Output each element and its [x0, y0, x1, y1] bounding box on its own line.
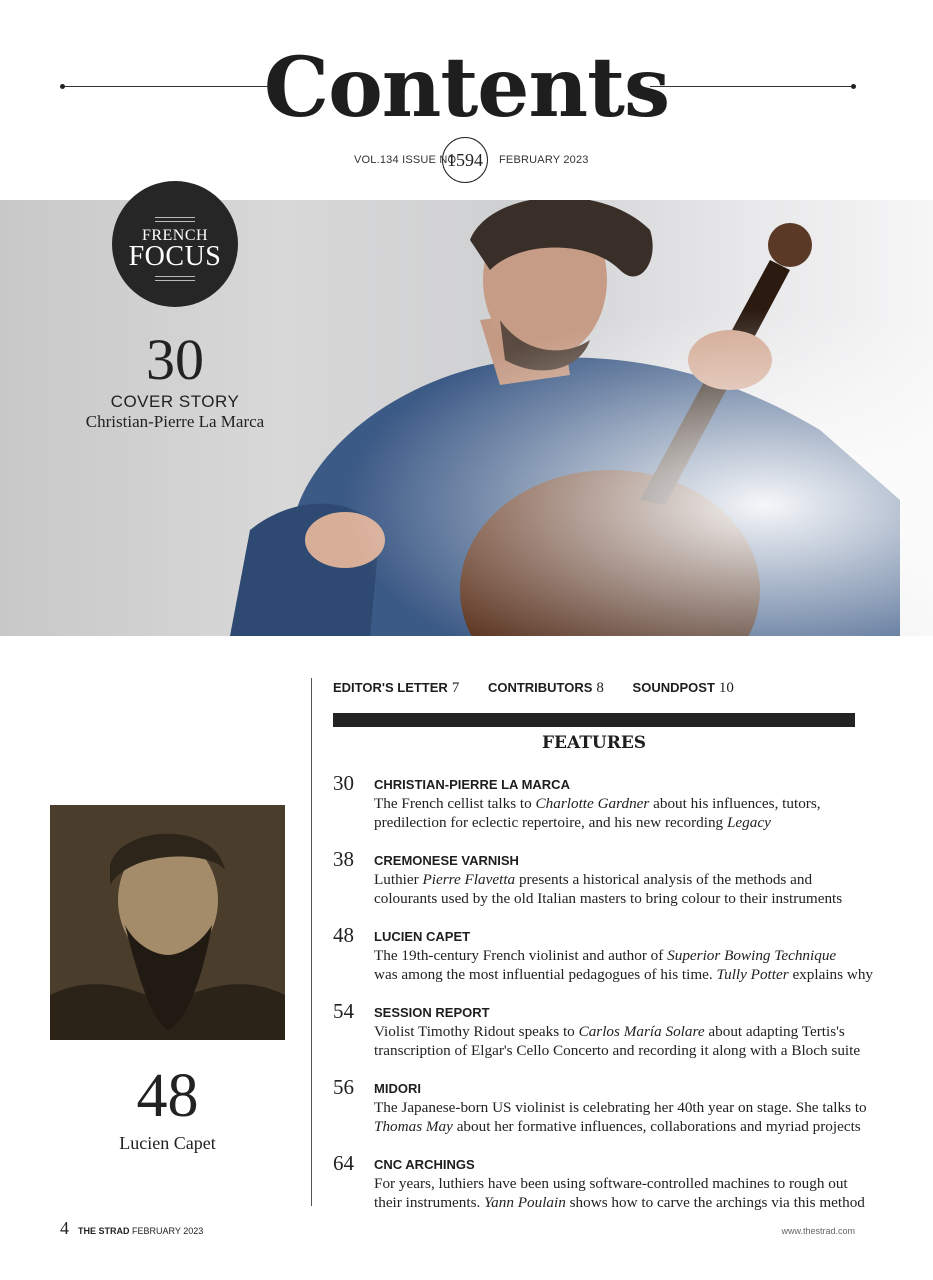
french-focus-badge — [112, 181, 238, 307]
description-text: colourants used by the old Italian masters to bring colour to their instruments — [374, 890, 843, 907]
folio-page-number: 4 — [60, 1218, 69, 1238]
lucien-capet-portrait — [50, 805, 285, 1040]
page-title: Contents — [263, 40, 670, 136]
description-text: presents a historical analysis of the methods and — [515, 871, 813, 888]
side-feature-page: 48 — [136, 1062, 199, 1130]
description-text: The French cellist talks to — [374, 795, 536, 812]
description-name: Tully Potter — [716, 966, 789, 983]
regular-label: SOUNDPOST — [632, 680, 715, 695]
magazine-name: THE STRAD — [78, 1226, 130, 1236]
badge-title: FOCUS — [128, 241, 222, 272]
description-text: about adapting Tertis's — [704, 1023, 845, 1040]
description-text: explains why — [788, 966, 874, 983]
badge-subtitle: FRENCH — [141, 227, 209, 244]
regular-item[interactable] — [333, 680, 459, 697]
feature-page: 30 — [333, 771, 354, 795]
description-name: Charlotte Gardner — [535, 795, 650, 812]
description-text: The 19th-century French violinist and author of — [374, 947, 668, 964]
description-name: Legacy — [726, 814, 771, 831]
description-text: about her formative influences, collaborations and myriad projects — [452, 1118, 861, 1135]
description-name: Pierre Flavetta — [422, 871, 516, 888]
description-text: The Japanese-born US violinist is celebrating her 40th year on stage. She talks to — [374, 1099, 867, 1116]
feature-description — [374, 1174, 874, 1212]
feature-title: SESSION REPORT — [374, 1005, 490, 1020]
magazine-date: FEBRUARY 2023 — [132, 1226, 204, 1236]
issue-number-badge: 1594 — [442, 137, 488, 183]
website-url[interactable]: www.thestrad.com — [781, 1226, 855, 1236]
description-text: shows how to carve the archings via this method — [565, 1194, 865, 1211]
description-text: was among the most influential pedagogues of his time. — [374, 966, 717, 983]
features-heading: FEATURES — [541, 733, 647, 753]
feature-description — [374, 794, 874, 832]
feature-page: 54 — [333, 999, 354, 1023]
feature-description — [374, 1098, 874, 1136]
feature-description — [374, 870, 874, 908]
folio-magazine — [78, 1226, 203, 1236]
feature-description — [374, 1022, 874, 1060]
description-text: their instruments. — [374, 1194, 485, 1211]
regular-page: 8 — [596, 680, 604, 696]
description-name: Yann Poulain — [484, 1194, 566, 1211]
description-text: predilection for eclectic repertoire, and his new recording — [374, 814, 727, 831]
description-name: Carlos María Solare — [578, 1023, 705, 1040]
regular-item[interactable] — [488, 680, 604, 697]
description-text: about his influences, tutors, — [649, 795, 821, 812]
cover-story-page: 30 — [146, 327, 204, 392]
regular-label: CONTRIBUTORS — [487, 680, 593, 695]
description-text: transcription of Elgar's Cello Concerto and recording it along with a Bloch suite — [374, 1042, 861, 1059]
cover-story-name: Christian-Pierre La Marca — [85, 412, 265, 431]
feature-title: LUCIEN CAPET — [374, 929, 471, 944]
regular-page: 10 — [718, 680, 734, 696]
regular-page: 7 — [451, 680, 460, 696]
regular-label: EDITOR'S LETTER — [333, 680, 448, 695]
description-name: Thomas May — [374, 1118, 453, 1135]
description-name: Superior Bowing Technique — [667, 947, 837, 964]
feature-page: 56 — [333, 1075, 354, 1099]
feature-title: MIDORI — [374, 1081, 421, 1096]
volume-label: VOL.134 ISSUE NO — [354, 154, 457, 166]
column-divider — [311, 678, 312, 1206]
feature-page: 64 — [333, 1151, 354, 1175]
description-text: For years, luthiers have been using software-controlled machines to rough out — [374, 1175, 848, 1192]
cover-story-label: COVER STORY — [110, 392, 240, 411]
features-bar — [333, 713, 855, 727]
feature-description — [374, 946, 874, 984]
feature-title: CHRISTIAN-PIERRE LA MARCA — [374, 777, 570, 792]
feature-page: 48 — [333, 923, 354, 947]
side-feature-name: Lucien Capet — [119, 1133, 216, 1153]
feature-title: CREMONESE VARNISH — [374, 853, 519, 868]
feature-page: 38 — [333, 847, 354, 871]
regular-item[interactable] — [633, 680, 734, 697]
issue-date: FEBRUARY 2023 — [499, 154, 589, 166]
description-text: Luthier — [374, 871, 423, 888]
description-text: Violist Timothy Ridout speaks to — [374, 1023, 579, 1040]
feature-title: CNC ARCHINGS — [374, 1157, 475, 1172]
regulars-list — [333, 680, 873, 697]
